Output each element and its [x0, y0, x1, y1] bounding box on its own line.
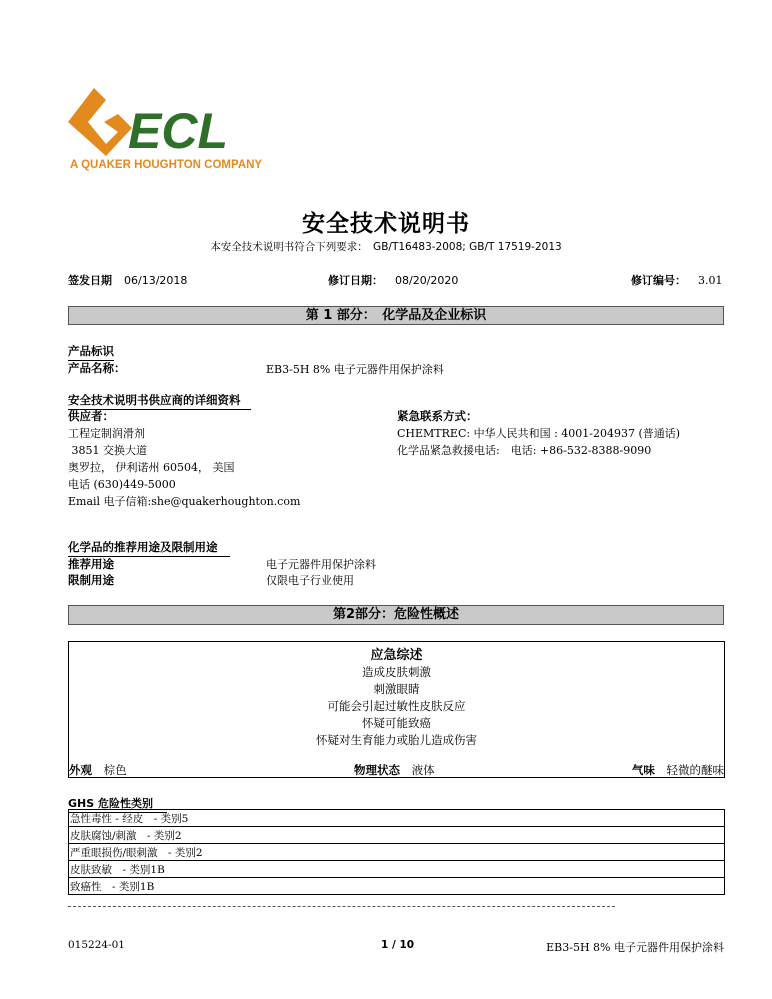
appearance-value: 棕色 — [103, 763, 127, 777]
restricted-use-value: 仅限电子行业使用 — [266, 574, 354, 587]
odor — [632, 762, 724, 778]
footer-product-name: EB3-5H 8% 电子元器件用保护涂料 — [546, 941, 724, 954]
product-id-heading-text: 产品标识 — [68, 343, 114, 361]
physical-state-label: 物理状态 — [354, 763, 400, 777]
logo-tagline: A QUAKER HOUGHTON COMPANY — [70, 159, 263, 171]
footer-code: 015224-01 — [68, 939, 125, 951]
issue-date-value: 06/13/2018 — [124, 274, 188, 287]
restricted-use-label: 限制用途 — [68, 573, 114, 587]
supplier-line: 电话 (630)449-5000 — [68, 478, 176, 491]
product-id-heading — [68, 343, 114, 361]
odor-label: 气味 — [631, 763, 655, 777]
hazard-statement: 怀疑对生育能力或胎儿造成伤害 — [316, 733, 477, 747]
ghs-category: 急性毒性 - 经皮 - 类别5 — [69, 810, 725, 827]
hazard-statement: 造成皮肤刺激 — [362, 665, 431, 679]
logo-brand-text: ECL — [128, 103, 228, 159]
supplier-line: 3851 交换大道 — [68, 444, 147, 457]
ghs-category: 致癌性 - 类别1B — [69, 878, 725, 895]
table-row — [69, 810, 725, 827]
hazard-statement: 刺激眼睛 — [373, 682, 420, 696]
supplier-label: 供应者： — [68, 409, 114, 423]
product-name-value: EB3-5H 8% 电子元器件用保护涂料 — [266, 363, 444, 376]
ghs-heading-text: GHS 危险性类别 — [68, 795, 167, 813]
emergency-contact-details — [397, 425, 680, 459]
table-row — [69, 827, 725, 844]
odor-value: 轻微的醚味 — [666, 763, 724, 777]
footer-page-number: 1 / 10 — [381, 939, 415, 951]
footer-divider — [68, 906, 615, 907]
hazard-statement: 怀疑可能致癌 — [362, 716, 431, 730]
issue-date-label: 签发日期 — [68, 274, 112, 287]
emergency-line: CHEMTREC: 中华人民共和国 : 4001-204937 (普通话) — [397, 427, 681, 440]
use-heading-text: 化学品的推荐用途及限制用途 — [68, 539, 230, 557]
ecl-logo — [68, 86, 280, 172]
appearance-label: 外观 — [69, 763, 92, 777]
physical-state-value: 液体 — [411, 763, 435, 777]
revision-date — [328, 272, 458, 288]
appearance — [69, 762, 127, 778]
revision-date-value: 08/20/2020 — [395, 274, 459, 287]
recommended-use-value: 电子元器件用保护涂料 — [266, 558, 376, 571]
supplier-line: 奥罗拉， 伊利诺州 60504， 美国 — [68, 461, 235, 474]
hazard-statement: 可能会引起过敏性皮肤反应 — [327, 699, 466, 713]
recommended-use-label: 推荐用途 — [68, 557, 114, 571]
revision-date-label: 修订日期： — [328, 274, 383, 287]
product-name-label: 产品名称： — [68, 361, 126, 375]
ghs-category: 严重眼损伤/眼刺激 - 类别2 — [69, 844, 725, 861]
supplier-line: 工程定制润滑剂 — [68, 427, 145, 440]
table-row — [69, 861, 725, 878]
physical-state — [354, 762, 435, 778]
supplier-details — [68, 425, 300, 510]
emergency-line: 化学品紧急救援电话: 电话: +86-532-8388-9090 — [397, 444, 652, 457]
logo-mark-icon — [68, 86, 280, 172]
use-heading — [68, 539, 230, 557]
issue-date — [68, 272, 187, 288]
table-row — [69, 844, 725, 861]
document-subtitle: 本安全技术说明书符合下列要求： GB/T16483-2008; GB/T 17519-2013 — [210, 241, 562, 253]
table-row — [69, 878, 725, 895]
emergency-overview-title: 应急综述 — [370, 648, 423, 663]
supplier-email: Email 电子信箱:she@quakerhoughton.com — [68, 495, 301, 508]
document-title: 安全技术说明书 — [302, 211, 470, 237]
section2-header: 第2部分：危险性概述 — [68, 605, 724, 625]
revision-number — [631, 272, 723, 288]
ghs-category: 皮肤腐蚀/刺激 - 类别2 — [69, 827, 725, 844]
emergency-overview-box — [68, 641, 725, 778]
ghs-classification-table — [68, 809, 725, 895]
revision-number-label: 修订编号： — [631, 274, 686, 287]
supplier-heading-text: 安全技术说明书供应商的详细资料 — [68, 392, 251, 410]
section1-header: 第 1 部分： 化学品及企业标识 — [68, 306, 724, 325]
emergency-contact-label: 紧急联系方式： — [397, 409, 478, 423]
revision-number-value: 3.01 — [698, 274, 723, 287]
ghs-category: 皮肤致敏 - 类别1B — [69, 861, 725, 878]
